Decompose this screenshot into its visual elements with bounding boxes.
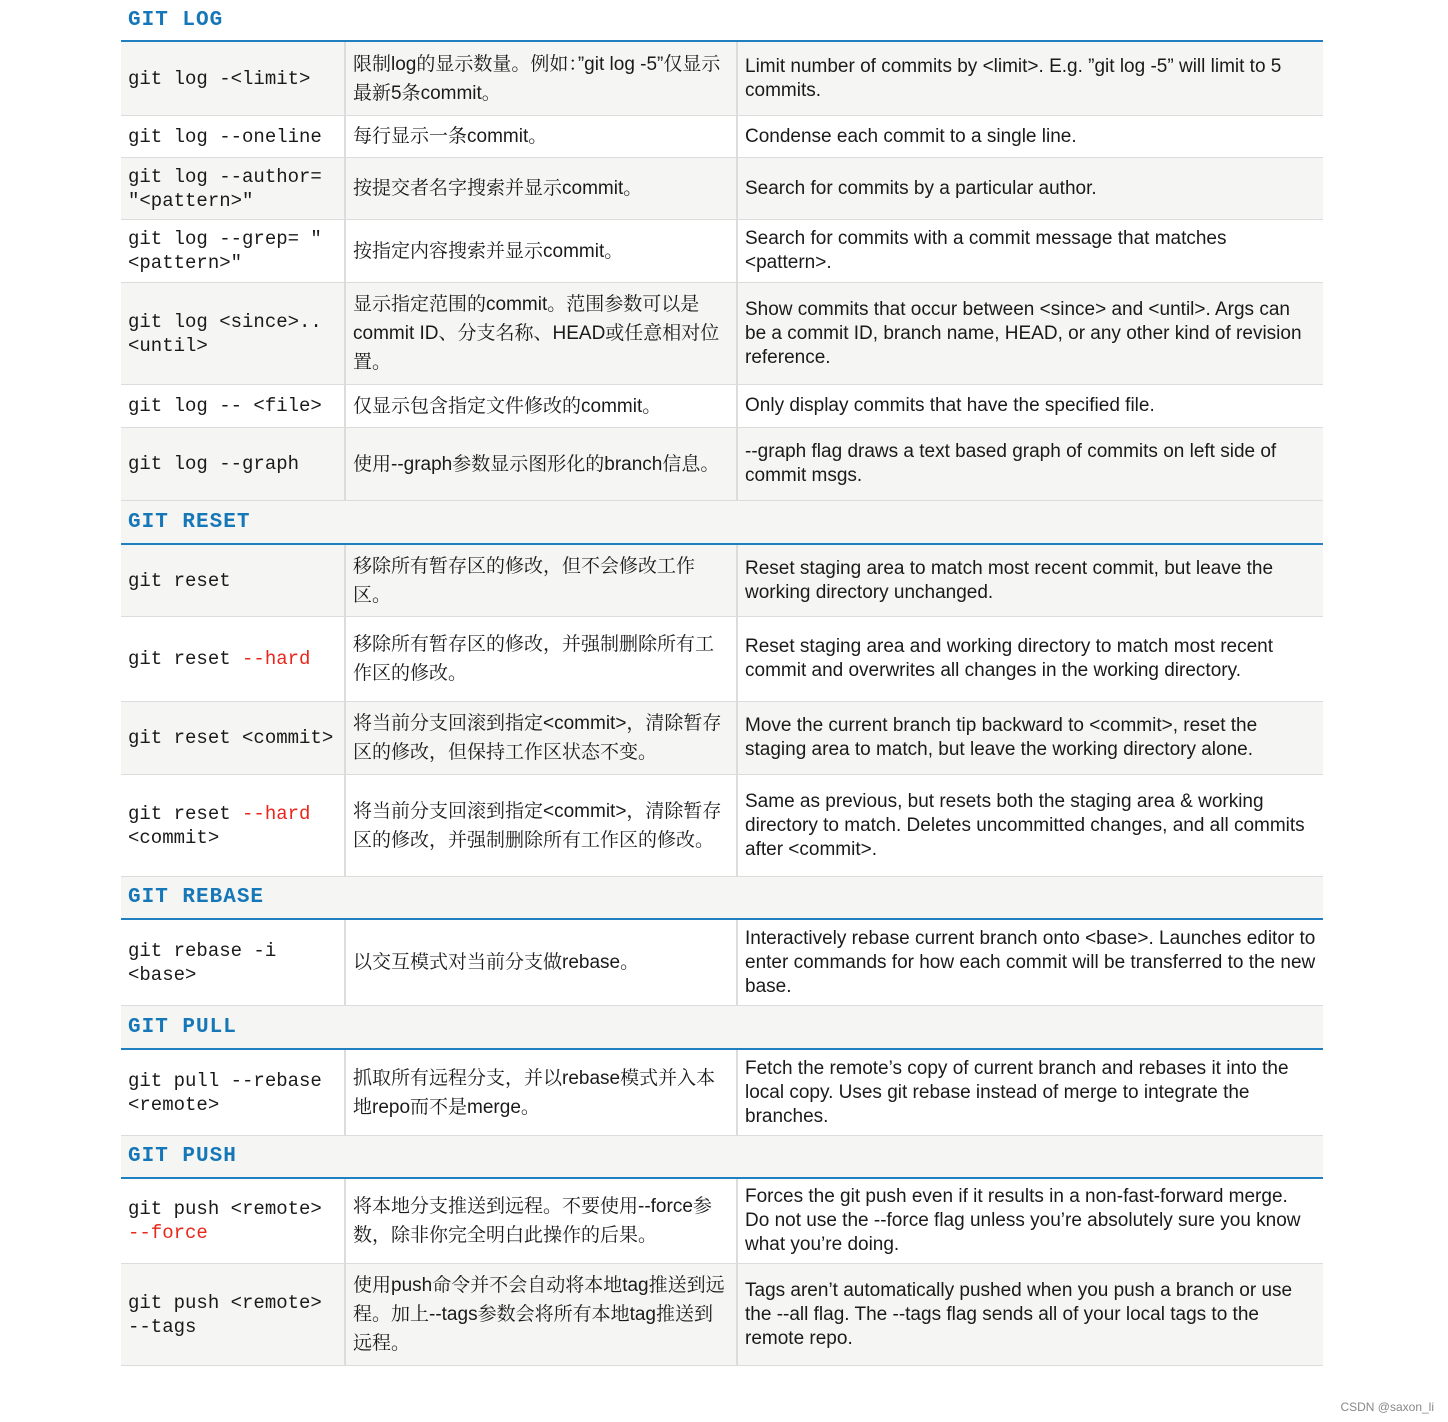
english-description-cell: [738, 1264, 1323, 1365]
english-description-cell: [738, 775, 1323, 876]
command-cell: [121, 116, 346, 157]
chinese-description-cell: [346, 158, 738, 219]
table-row: [121, 1264, 1323, 1366]
english-description-cell: [738, 1179, 1323, 1263]
english-description: Forces the git push even if it results in a non-fast-forward merge. Do not use the --force flag unless you’re absolutely sure you know what you’re doing.: [745, 1186, 1301, 1255]
section-title: GIT LOG: [128, 8, 224, 32]
section-header: [121, 1006, 1323, 1050]
english-description-cell: [738, 283, 1323, 384]
chinese-description: 按提交者名字搜索并显示commit。: [353, 178, 643, 199]
english-description: Same as previous, but resets both the staging area & working directory to match. Deletes uncommitted changes, and all commits after <commit>.: [745, 790, 1305, 860]
git-cheatsheet-table: [121, 0, 1323, 1366]
chinese-description-cell: [346, 617, 738, 701]
section-title: GIT PULL: [128, 1015, 237, 1039]
english-description: Limit number of commits by <limit>. E.g. ”git log -5” will limit to 5 commits.: [745, 55, 1282, 101]
command-text: git log --oneline: [128, 125, 322, 148]
command: [128, 1069, 337, 1117]
watermark: CSDN @saxon_li: [1340, 1400, 1434, 1414]
command: [128, 726, 333, 750]
chinese-description: 抓取所有远程分支，并以rebase模式并入本地repo而不是merge。: [353, 1067, 716, 1118]
chinese-description: 使用--graph参数显示图形化的branch信息。: [353, 453, 720, 475]
chinese-description: 仅显示包含指定文件修改的commit。: [353, 395, 662, 417]
english-description-cell: [738, 428, 1323, 500]
command-cell: [121, 775, 346, 876]
command: [128, 394, 322, 418]
command: [128, 1197, 337, 1245]
chinese-description-cell: [346, 116, 738, 157]
command-text: git reset: [128, 648, 243, 670]
command-text: git push <remote> --tags: [128, 1291, 322, 1338]
command-text: git push <remote>: [128, 1198, 322, 1220]
command-text: git log <since>..<until>: [128, 310, 322, 357]
english-description-cell: [738, 158, 1323, 219]
command-text: <commit>: [128, 826, 220, 849]
chinese-description-cell: [346, 42, 738, 115]
section-header: [121, 0, 1323, 42]
english-description: Only display commits that have the specified file.: [745, 395, 1155, 416]
command-cell: [121, 1179, 346, 1263]
table-row: [121, 545, 1323, 617]
command-cell: [121, 158, 346, 219]
command-cell: [121, 545, 346, 616]
command-flag: --hard: [242, 648, 311, 670]
section-header: [121, 877, 1323, 920]
command: [128, 165, 337, 213]
section-title: GIT RESET: [128, 510, 251, 534]
chinese-description-cell: [346, 775, 738, 876]
english-description: Reset staging area to match most recent commit, but leave the working directory unchanged.: [745, 557, 1274, 603]
command: [128, 939, 337, 987]
command-cell: [121, 617, 346, 701]
command: [128, 125, 322, 149]
command-cell: [121, 428, 346, 500]
chinese-description: 移除所有暂存区的修改，但不会修改工作区。: [353, 555, 696, 606]
command: [128, 802, 337, 850]
english-description-cell: [738, 116, 1323, 157]
section-title: GIT REBASE: [128, 886, 265, 909]
chinese-description: 显示指定范围的commit。范围参数可以是commit ID、分支名称、HEAD或任意相对位置。: [353, 294, 720, 373]
command-text: git pull --rebase <remote>: [128, 1069, 322, 1116]
command: [128, 310, 337, 358]
command: [128, 452, 299, 476]
command-cell: [121, 1264, 346, 1365]
section-header: [121, 1136, 1323, 1179]
command-cell: [121, 283, 346, 384]
command-flag: --hard: [242, 802, 311, 825]
table-row: [121, 775, 1323, 877]
english-description-cell: [738, 220, 1323, 282]
english-description-cell: [738, 920, 1323, 1005]
table-row: [121, 702, 1323, 775]
command-text: git log --author= "<pattern>": [128, 165, 322, 212]
table-row: [121, 1050, 1323, 1136]
command-cell: [121, 920, 346, 1005]
chinese-description-cell: [346, 920, 738, 1005]
english-description-cell: [738, 1050, 1323, 1135]
chinese-description: 移除所有暂存区的修改，并强制删除所有工作区的修改。: [353, 634, 715, 684]
section-header: [121, 501, 1323, 545]
table-row: [121, 428, 1323, 501]
command-cell: [121, 702, 346, 774]
table-row: [121, 1179, 1323, 1264]
english-description: Reset staging area and working directory to match most recent commit and overwrites all changes in the working directory.: [745, 636, 1274, 681]
english-description: Fetch the remote’s copy of current branch and rebases it into the local copy. Uses git rebase instead of merge to integrate the branches.: [745, 1057, 1289, 1127]
table-row: [121, 42, 1323, 116]
chinese-description: 按指定内容搜索并显示commit。: [353, 240, 624, 262]
command-cell: [121, 385, 346, 427]
command-text: git log --grep= "<pattern>": [128, 228, 322, 274]
table-row: [121, 116, 1323, 158]
chinese-description: 限制log的显示数量。例如：”git log -5”仅显示最新5条commit。: [353, 53, 721, 104]
english-description: Move the current branch tip backward to <commit>, reset the staging area to match, but leave the working directory alone.: [745, 715, 1258, 760]
command-text: git log -- <file>: [128, 395, 322, 417]
chinese-description-cell: [346, 283, 738, 384]
command: [128, 67, 310, 91]
chinese-description-cell: [346, 220, 738, 282]
english-description: Interactively rebase current branch onto <base>. Launches editor to enter commands for how each commit will be transferred to the new base.: [745, 927, 1316, 997]
command-text: git reset <commit>: [128, 727, 334, 749]
english-description: Search for commits with a commit message that matches <pattern>.: [745, 228, 1227, 273]
english-description-cell: [738, 42, 1323, 115]
chinese-description-cell: [346, 428, 738, 500]
english-description-cell: [738, 545, 1323, 616]
english-description: Show commits that occur between <since> and <until>. Args can be a commit ID, branch name, HEAD, or any other kind of revision reference.: [745, 298, 1302, 368]
command: [128, 227, 337, 275]
chinese-description: 将本地分支推送到远程。不要使用--force参数，除非你完全明白此操作的后果。: [353, 1196, 712, 1246]
table-row: [121, 617, 1323, 702]
command: [128, 569, 231, 593]
chinese-description-cell: [346, 1179, 738, 1263]
english-description-cell: [738, 702, 1323, 774]
chinese-description: 每行显示一条commit。: [353, 126, 548, 147]
chinese-description: 将当前分支回滚到指定<commit>，清除暂存区的修改，并强制删除所有工作区的修改。: [353, 800, 722, 851]
chinese-description: 使用push命令并不会自动将本地tag推送到远程。加上--tags参数会将所有本地tag推送到远程。: [353, 1275, 725, 1354]
english-description-cell: [738, 617, 1323, 701]
chinese-description-cell: [346, 702, 738, 774]
english-description: Condense each commit to a single line.: [745, 125, 1077, 147]
command-cell: [121, 42, 346, 115]
chinese-description-cell: [346, 1050, 738, 1135]
command-text: git reset: [128, 802, 243, 825]
english-description: Search for commits by a particular author.: [745, 177, 1097, 199]
command-flag: --force: [128, 1222, 208, 1244]
english-description-cell: [738, 385, 1323, 427]
command-cell: [121, 1050, 346, 1135]
english-description: Tags aren’t automatically pushed when you push a branch or use the --all flag. The --tags flag sends all of your local tags to the remote repo.: [745, 1279, 1293, 1349]
chinese-description-cell: [346, 545, 738, 616]
command-text: git reset: [128, 569, 231, 592]
chinese-description: 以交互模式对当前分支做rebase。: [353, 952, 640, 973]
command: [128, 1291, 337, 1339]
table-row: [121, 158, 1323, 220]
command-cell: [121, 220, 346, 282]
command: [128, 647, 310, 671]
table-row: [121, 385, 1323, 428]
command-text: git rebase -i <base>: [128, 939, 277, 986]
table-row: [121, 220, 1323, 283]
table-row: [121, 283, 1323, 385]
chinese-description-cell: [346, 385, 738, 427]
command-text: git log --graph: [128, 453, 300, 475]
table-row: [121, 920, 1323, 1006]
chinese-description: 将当前分支回滚到指定<commit>，清除暂存区的修改，但保持工作区状态不变。: [353, 713, 722, 763]
command-text: git log -<limit>: [128, 67, 311, 90]
section-title: GIT PUSH: [128, 1145, 237, 1168]
english-description: --graph flag draws a text based graph of commits on left side of commit msgs.: [745, 441, 1277, 486]
chinese-description-cell: [346, 1264, 738, 1365]
